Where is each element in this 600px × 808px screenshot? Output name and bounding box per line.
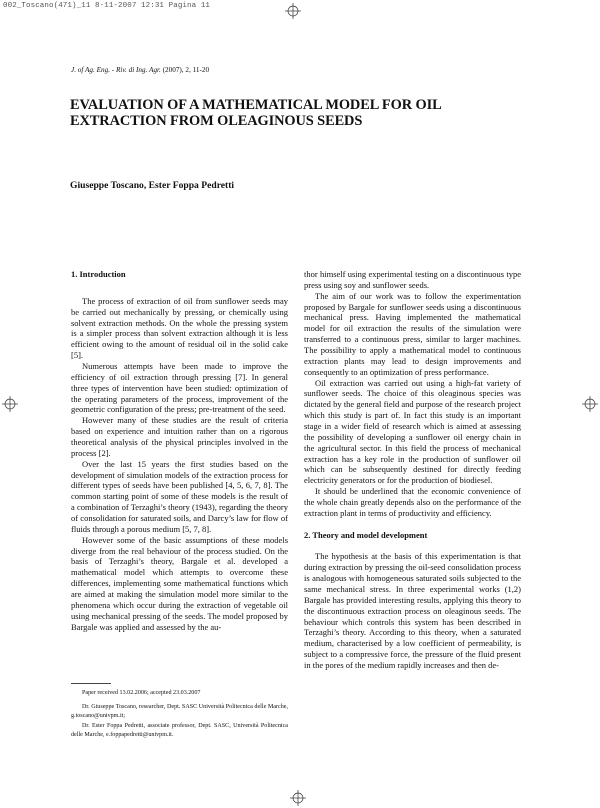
footnote-received: Paper received 13.02.2006; accepted 23.03.2007	[82, 690, 201, 696]
journal-name: J. of Ag. Eng. - Riv. di Ing. Agr.	[71, 66, 161, 74]
paper-title-line-1: EVALUATION OF A MATHEMATICAL MODEL FOR OIL	[70, 97, 442, 113]
paper-title	[70, 97, 540, 129]
registration-mark-top-icon	[285, 3, 301, 19]
paper-title-line-2: EXTRACTION FROM OLEAGINOUS SEEDS	[70, 113, 363, 129]
registration-mark-bottom-icon	[290, 790, 306, 806]
section-heading-theory: 2. Theory and model development	[304, 529, 428, 540]
left-column	[71, 269, 288, 633]
paragraph: The process of extraction of oil from sunflower seeds may be carried out mechanically by pressing, or chemically using solvent extraction methods. On the whole the pressing system is a simpler process than solvent extraction although it is less efficient owing to the amount of residual oil in the solid cake [5].	[71, 295, 288, 361]
paragraph: The hypothesis at the basis of this experimentation is that during extraction by pressing the oil-seed consolidation process is analogous with homogeneous saturated soils subjected to the same mechanical stress. In three experimental works (1,2) Bargale has provided interesting results, applying this theory to the discontinuous extraction process on oleaginous seeds. The behaviour which controls this system has been described in Terzaghi’s theory. According to this theory, when a saturated medium, characterised by a low coefficient of permeability, is subject to a compressive force, the pressure of the fluid present in the pores of the medium rapidly increases and then de-	[304, 551, 521, 670]
print-slug: 002_Toscano(471)_11 8-11-2007 12:31 Pagina 11	[3, 2, 211, 10]
paragraph: Over the last 15 years the first studies based on the development of simulation models of the extraction process for different types of seeds have been published [4, 5, 6, 7, 8]. The common starting point of some of these models is the result of a combination of Terzaghi’s theory (1943), regarding the theory of consolidation for saturated soils, and Darcy’s law for flow of fluids through a porous medium [5, 7, 8].	[71, 458, 288, 534]
right-column	[304, 269, 521, 671]
paragraph-continuation: thor himself using experimental testing on a discontinuous type press using soy and sunflower seeds.	[304, 269, 521, 290]
journal-citation	[71, 66, 209, 74]
paragraph: However many of these studies are the result of criteria based on experience and intuition rather than on a rigorous theoretical analysis of the physical principles involved in the process [2].	[71, 415, 288, 458]
paragraph: The aim of our work was to follow the experimentation proposed by Bargale for sunflower seeds using a discontinuous mechanical press. Having implemented the mathematical model for oil extraction the results of the simulation were transferred to a continuous press, similar to larger machines. The possibility to apply a mathematical model to continuous extraction plants may lead to design improvements and consequently to an optimization of press performance.	[304, 290, 521, 377]
paragraph: However some of the basic assumptions of these models diverge from the real behaviour of the process studied. On the basis of Terzaghi’s theory, Bargale et al. developed a mathematical model which attempts to overcome these differences, implementing some mathematical functions which are aimed at making the simulation model more similar to the phenomena which occur during the extraction of vegetable oil using mechanical pressing of the seeds. The model proposed by Bargale was applied and assessed by the au-	[71, 534, 288, 632]
footnote-rule	[71, 683, 111, 684]
footnotes	[71, 689, 288, 740]
footnote-author-1: Dr. Giuseppe Toscano, researcher, Dept. SASC Università Politecnica delle Marche, g.toscano@univpm.it;	[71, 704, 288, 720]
registration-mark-right-icon	[582, 396, 598, 412]
journal-volume: (2007), 2, 11-20	[160, 66, 210, 74]
footnote-author-2: Dr. Ester Foppa Pedretti, associate professor, Dept. SASC, Università Politecnica delle Marche, e.foppapedretti@univpm.it.	[71, 722, 288, 738]
section-heading-introduction: 1. Introduction	[71, 269, 126, 279]
authors: Giuseppe Toscano, Ester Foppa Pedretti	[70, 180, 235, 191]
paragraph: Numerous attempts have been made to improve the efficiency of oil extraction through pressing [7]. In general three types of intervention have been studied: optimization of the operating parameters of the process, improvement of the geometric configuration of the press; pre-treatment of the seed.	[71, 361, 288, 415]
paragraph: Oil extraction was carried out using a high-fat variety of sunflower seeds. The choice of this oleaginous species was dictated by the general field and purpose of the research project which this study is part of. In fact this study is an important stage in a wider field of research which is aimed at assessing the possibility of developing a sunflower oil energy chain in the agricultural sector. In this field the process of mechanical extraction has a key role in the production of sunflower oil which can be subsequently destined for directly feeding electricity generators or for the production of biodiesel.	[304, 377, 521, 486]
registration-mark-left-icon	[2, 396, 18, 412]
paragraph: It should be underlined that the economic convenience of the whole chain greatly depends also on the performance of the extraction plant in terms of productivity and efficiency.	[304, 486, 521, 518]
